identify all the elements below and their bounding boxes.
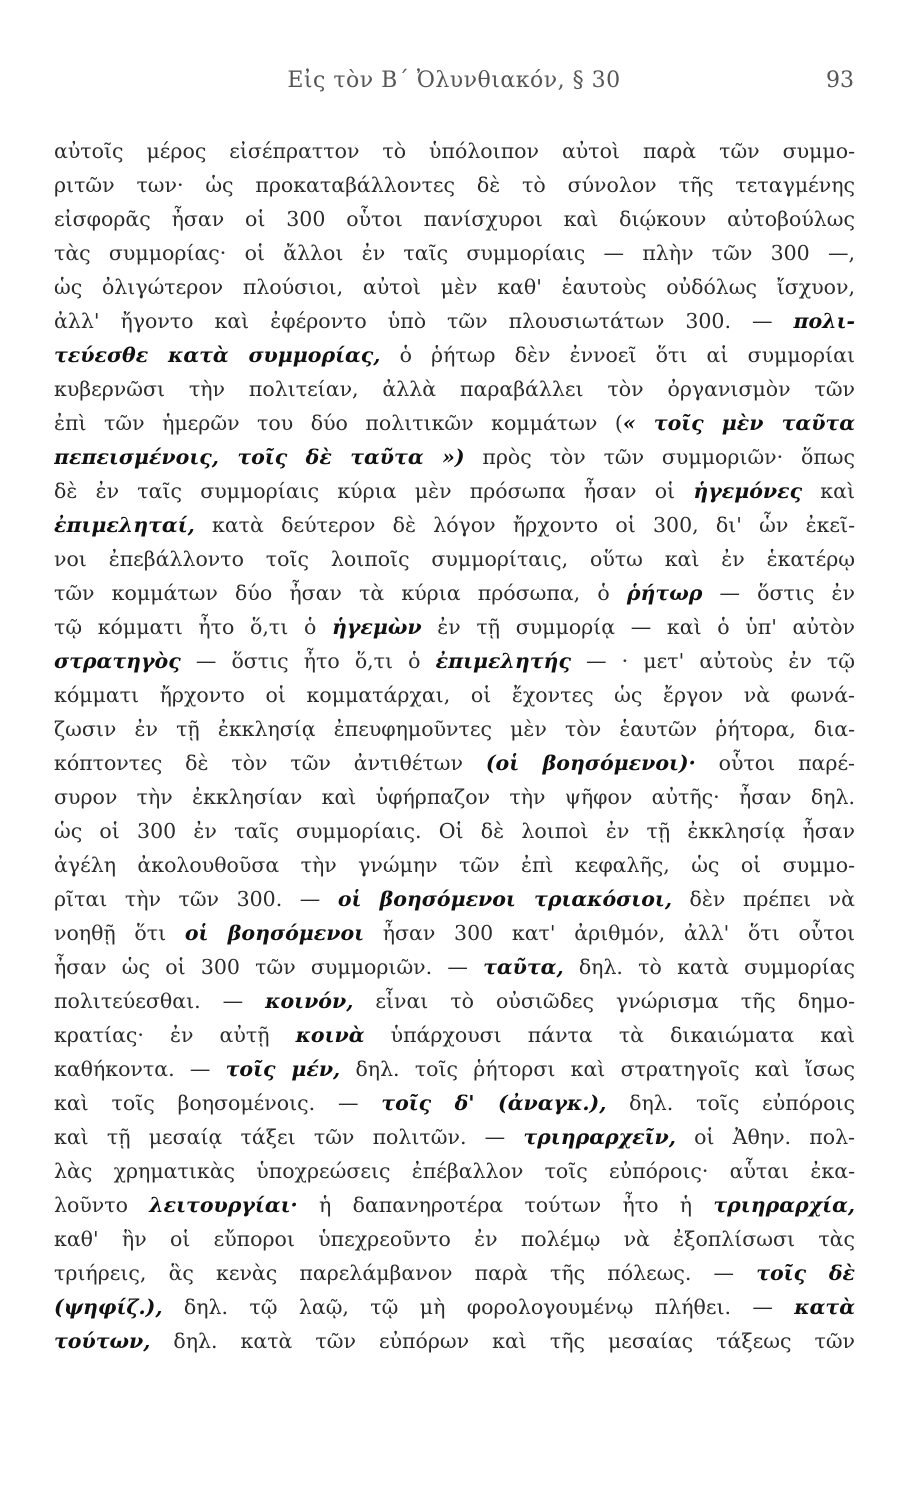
text-line bbox=[54, 1052, 855, 1086]
line-text: ζωσιν ἐν τῇ ἐκκλησίᾳ ἐπευφημοῦντες μὲν τὸν ἑαυτῶν ῥήτορα, δια- bbox=[54, 717, 855, 741]
text-line bbox=[54, 270, 855, 304]
line-text: λὰς χρηματικὰς ὑποχρεώσεις ἐπέβαλλον τοῖς εὐπόροις· αὗται ἐκα- bbox=[54, 1159, 855, 1183]
line-text: οἱ Ἀθην. πολ- bbox=[675, 1125, 855, 1149]
line-text: πολιτεύεσθαι. — bbox=[54, 989, 266, 1013]
line-text: καὶ τοῖς βοησομένοις. — bbox=[54, 1091, 382, 1115]
text-line bbox=[54, 984, 855, 1018]
text-line bbox=[54, 406, 855, 440]
line-text: ὡς ὀλιγώτερον πλούσιοι, αὐτοὶ μὲν καθ' ἑαυτοὺς οὐδόλως ἴσχυον, bbox=[54, 275, 855, 299]
line-text: κυβερνῶσι τὴν πολιτείαν, ἀλλὰ παραβάλλει τὸν ὀργανισμὸν τῶν bbox=[54, 377, 855, 401]
line-text: οὗτοι παρέ- bbox=[695, 751, 855, 775]
lemma-term: ταῦτα, bbox=[483, 955, 564, 979]
line-text: συρον τὴν ἐκκλησίαν καὶ ὑφήρπαζον τὴν ψῆφον αὐτῆς· ἦσαν δηλ. bbox=[54, 785, 855, 809]
line-text: — · μετ' αὐτοὺς ἐν τῷ bbox=[570, 649, 855, 673]
line-text: τριήρεις, ἃς κενὰς παρελάμβανον παρὰ τῆς πόλεως. — bbox=[54, 1261, 757, 1285]
lemma-term: ἡγεμόνες bbox=[693, 479, 803, 503]
lemma-term: κατὰ bbox=[794, 1295, 855, 1319]
line-text: ἡ δαπανηροτέρα τούτων ἦτο ἡ bbox=[297, 1193, 714, 1217]
text-line bbox=[54, 236, 855, 270]
line-text: δηλ. τοῖς εὐπόροις bbox=[606, 1091, 855, 1115]
line-text: ὁ ῥήτωρ δὲν ἐννοεῖ ὅτι αἱ συμμορίαι bbox=[380, 343, 855, 367]
line-text: ἐπὶ τῶν ἡμερῶν του δύο πολιτικῶν κομμάτων ( bbox=[54, 411, 623, 435]
line-text: δὲν πρέπει νὰ bbox=[671, 887, 855, 911]
lemma-term: ἐπιμεληταί, bbox=[54, 513, 195, 537]
line-text: νοι ἐπεβάλλοντο τοῖς λοιποῖς συμμορίταις, οὕτω καὶ ἐν ἑκατέρῳ bbox=[54, 547, 855, 571]
text-line bbox=[54, 1120, 855, 1154]
text-line bbox=[54, 372, 855, 406]
lemma-term: στρατηγὸς bbox=[54, 649, 181, 673]
text-line bbox=[54, 202, 855, 236]
lemma-term: ἡγεμὼν bbox=[331, 615, 422, 639]
line-text: τὰς συμμορίας· οἱ ἄλλοι ἐν ταῖς συμμορίαις — πλὴν τῶν 300 —, bbox=[54, 241, 855, 265]
text-line bbox=[54, 678, 855, 712]
lemma-term: λειτουργίαι· bbox=[149, 1193, 298, 1217]
line-text: καὶ bbox=[802, 479, 855, 503]
text-line bbox=[54, 474, 855, 508]
line-text: καὶ τῇ μεσαίᾳ τάξει τῶν πολιτῶν. — bbox=[54, 1125, 524, 1149]
line-text: αὐτοῖς μέρος εἰσέπραττον τὸ ὑπόλοιπον αὐτοὶ παρὰ τῶν συμμο- bbox=[54, 139, 855, 163]
line-text: ἐν τῇ συμμορίᾳ — καὶ ὁ ὑπ' αὐτὸν bbox=[421, 615, 855, 639]
line-text: δὲ ἐν ταῖς συμμορίαις κύρια μὲν πρόσωπα ἦσαν οἱ bbox=[54, 479, 694, 503]
line-text: ἀγέλη ἀκολουθοῦσα τὴν γνώμην τῶν ἐπὶ κεφαλῆς, ὡς οἱ συμμο- bbox=[54, 853, 855, 877]
lemma-term: τοῖς δ' (ἀναγκ.), bbox=[381, 1091, 607, 1115]
text-line bbox=[54, 440, 855, 474]
line-text: καθ' ἣν οἱ εὔποροι ὑπεχρεοῦντο ἐν πολέμῳ νὰ ἐξοπλίσωσι τὰς bbox=[54, 1227, 855, 1251]
lemma-term: (ψηφίζ.), bbox=[54, 1295, 163, 1319]
text-line bbox=[54, 134, 855, 168]
commentary-text bbox=[54, 134, 855, 1358]
lemma-term: τούτων, bbox=[54, 1329, 151, 1353]
line-text: εἰσφορᾶς ἦσαν οἱ 300 οὗτοι πανίσχυροι καὶ διῴκουν αὐτοβούλως bbox=[54, 207, 855, 231]
page-number: 93 bbox=[826, 68, 854, 93]
line-text: ἀλλ' ἤγοντο καὶ ἐφέροντο ὑπὸ τῶν πλουσιωτάτων 300. — bbox=[54, 309, 794, 333]
text-line bbox=[54, 1290, 855, 1324]
text-line bbox=[54, 780, 855, 814]
line-text: ἦσαν ὡς οἱ 300 τῶν συμμοριῶν. — bbox=[54, 955, 484, 979]
line-text: δηλ. κατὰ τῶν εὐπόρων καὶ τῆς μεσαίας τάξεως τῶν bbox=[150, 1329, 855, 1353]
text-line bbox=[54, 1256, 855, 1290]
text-line bbox=[54, 168, 855, 202]
lemma-term: τοῖς μέν, bbox=[225, 1057, 341, 1081]
line-text: τῷ κόμματι ἦτο ὅ,τι ὁ bbox=[54, 615, 332, 639]
lemma-term: πολι- bbox=[793, 309, 855, 333]
text-line bbox=[54, 1154, 855, 1188]
line-text: δηλ. τῷ λαῷ, τῷ μὴ φορολογουμένῳ πλήθει. — bbox=[162, 1295, 795, 1319]
text-line bbox=[54, 338, 855, 372]
line-text: ἦσαν 300 κατ' ἀριθμόν, ἀλλ' ὅτι οὗτοι bbox=[364, 921, 855, 945]
text-line bbox=[54, 644, 855, 678]
text-line bbox=[54, 882, 855, 916]
line-text: ὡς οἱ 300 ἐν ταῖς συμμορίαις. Οἱ δὲ λοιποὶ ἐν τῇ ἐκκλησίᾳ ἦσαν bbox=[54, 819, 855, 843]
text-line bbox=[54, 1188, 855, 1222]
line-text: — ὅστις ἐν bbox=[702, 581, 855, 605]
line-text: — ὅστις ἦτο ὅ,τι ὁ bbox=[180, 649, 436, 673]
line-text: καθήκοντα. — bbox=[54, 1057, 226, 1081]
lemma-term: τεύεσθε κατὰ συμμορίας, bbox=[54, 343, 381, 367]
text-line bbox=[54, 508, 855, 542]
lemma-term: τριηραρχεῖν, bbox=[523, 1125, 676, 1149]
text-line bbox=[54, 916, 855, 950]
text-line bbox=[54, 950, 855, 984]
running-header bbox=[54, 64, 854, 104]
line-text: ριτῶν των· ὡς προκαταβάλλοντες δὲ τὸ σύνολον τῆς τεταγμένης bbox=[54, 173, 855, 197]
text-line bbox=[54, 814, 855, 848]
lemma-term: κοινόν, bbox=[265, 989, 354, 1013]
line-text: δηλ. τοῖς ῥήτορσι καὶ στρατηγοῖς καὶ ἴσως bbox=[340, 1057, 855, 1081]
line-text: κόμματι ἤρχοντο οἱ κομματάρχαι, οἱ ἔχοντες ὡς ἔργον νὰ φωνά- bbox=[54, 683, 855, 707]
text-line bbox=[54, 1324, 855, 1358]
lemma-term: (οἱ βοησόμενοι)· bbox=[485, 751, 696, 775]
lemma-term: ῥήτωρ bbox=[626, 581, 703, 605]
line-text: κατὰ δεύτερον δὲ λόγον ἤρχοντο οἱ 300, δι' ὧν ἐκεῖ- bbox=[194, 513, 855, 537]
text-line bbox=[54, 1222, 855, 1256]
lemma-term: οἱ βοησόμενοι τριακόσιοι, bbox=[337, 887, 672, 911]
lemma-term: τριηραρχία, bbox=[713, 1193, 855, 1217]
lemma-term: τοῖς δὲ bbox=[756, 1261, 855, 1285]
text-line bbox=[54, 848, 855, 882]
lemma-term: οἱ βοησόμενοι bbox=[184, 921, 365, 945]
line-text: ρῖται τὴν τῶν 300. — bbox=[54, 887, 338, 911]
text-line bbox=[54, 304, 855, 338]
lemma-term: πεπεισμένοις, τοῖς δὲ ταῦτα ») bbox=[54, 445, 465, 469]
text-line bbox=[54, 610, 855, 644]
line-text: νοηθῇ ὅτι bbox=[54, 921, 185, 945]
text-line bbox=[54, 1018, 855, 1052]
line-text: κρατίας· ἐν αὐτῇ bbox=[54, 1023, 296, 1047]
line-text: δηλ. τὸ κατὰ συμμορίας bbox=[563, 955, 855, 979]
line-text: εἶναι τὸ οὐσιῶδες γνώρισμα τῆς δημο- bbox=[353, 989, 855, 1013]
text-line bbox=[54, 542, 855, 576]
lemma-term: κοινὰ bbox=[295, 1023, 365, 1047]
text-line bbox=[54, 1086, 855, 1120]
lemma-term: ἐπιμελητής bbox=[435, 649, 571, 673]
lemma-term: « τοῖς μὲν ταῦτα bbox=[622, 411, 855, 435]
line-text: κόπτοντες δὲ τὸν τῶν ἀντιθέτων bbox=[54, 751, 486, 775]
text-line bbox=[54, 746, 855, 780]
line-text: λοῦντο bbox=[54, 1193, 150, 1217]
text-line bbox=[54, 712, 855, 746]
text-line bbox=[54, 576, 855, 610]
page-title: Εἰς τὸν Β΄ Ὀλυνθιακόν, § 30 bbox=[287, 68, 621, 93]
line-text: πρὸς τὸν τῶν συμμοριῶν· ὅπως bbox=[464, 445, 855, 469]
line-text: ὑπάρχουσι πάντα τὰ δικαιώματα καὶ bbox=[364, 1023, 855, 1047]
line-text: τῶν κομμάτων δύο ἦσαν τὰ κύρια πρόσωπα, ὁ bbox=[54, 581, 627, 605]
